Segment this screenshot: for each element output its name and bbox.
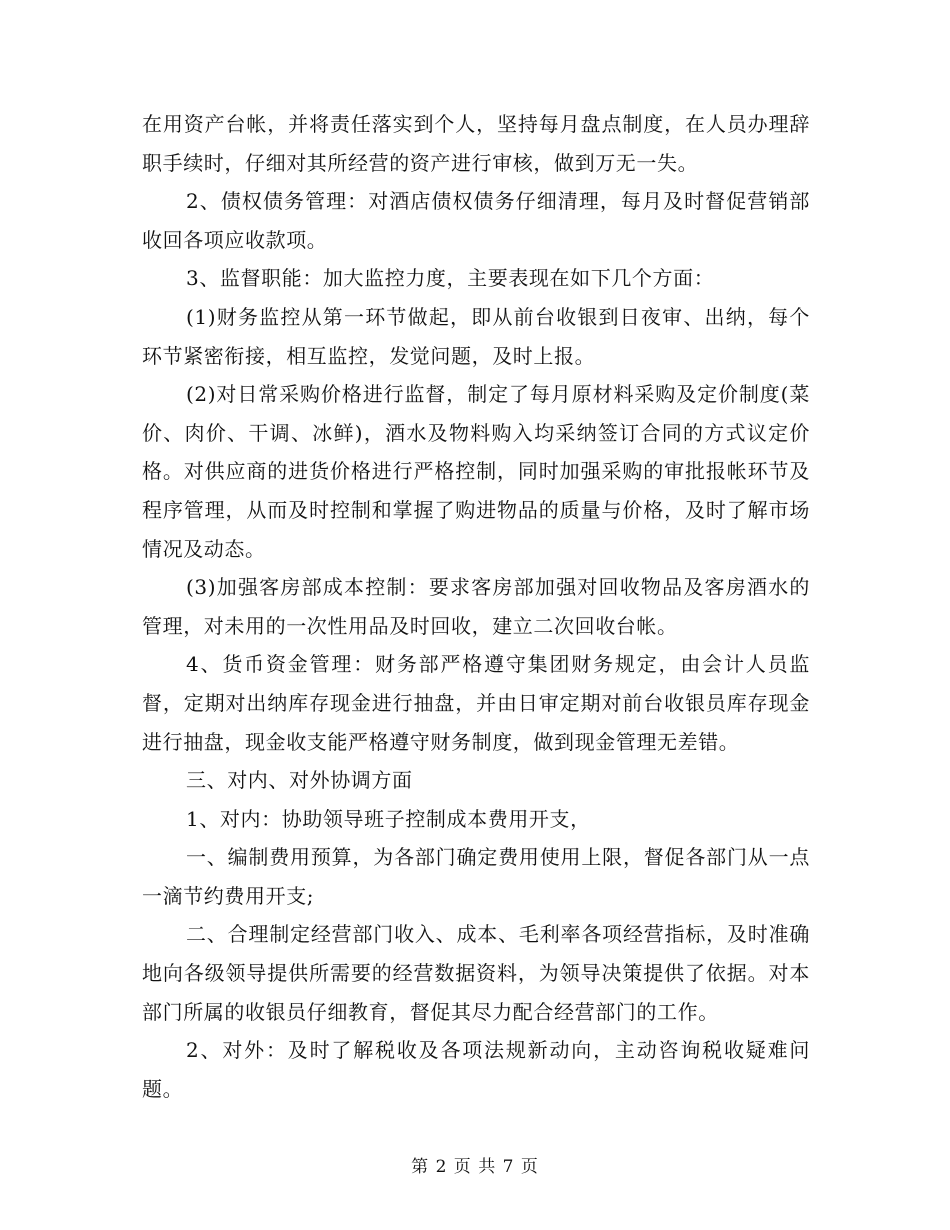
paragraph-4: (1)财务监控从第一环节做起，即从前台收银到日夜审、出纳，每个环节紧密衔接，相互监控，发觉问题，及时上报。: [142, 304, 810, 368]
paragraph-2: 2、债权债务管理：对酒店债权债务仔细清理，每月及时督促营销部收回各项应收款项。: [142, 189, 810, 252]
paragraph-7: 4、货币资金管理：财务部严格遵守集团财务规定，由会计人员监督，定期对出纳库存现金进行抽盘，并由日审定期对前台收银员库存现金进行抽盘，现金收支能严格遵守财务制度，做到现金管理无差错。: [142, 652, 810, 754]
paragraph-12: 2、对外：及时了解税收及各项法规新动向，主动咨询税收疑难问题。: [142, 1038, 810, 1101]
paragraph-9: 1、对内：协助领导班子控制成本费用开支，: [186, 806, 591, 831]
page-number-footer: 第 2 页 共 7 页: [411, 1157, 539, 1177]
paragraph-5: (2)对日常采购价格进行监督，制定了每月原材料采购及定价制度(菜价、肉价、干调、冰鲜)，酒水及物料购入均采纳签订合同的方式议定价格。对供应商的进货价格进行严格控制，同时加强采购的审批报帐环节及程序管理，从而及时控制和掌握了购进物品的质量与价格，及时了解市场情况及动态。: [142, 382, 810, 561]
paragraph-1: 在用资产台帐，并将责任落实到个人，坚持每月盘点制度，在人员办理辞职手续时，仔细对其所经营的资产进行审核，做到万无一失。: [142, 112, 810, 175]
paragraph-3: 3、监督职能：加大监控力度，主要表现在如下几个方面：: [186, 266, 715, 291]
paragraph-10: 一、编制费用预算，为各部门确定费用使用上限，督促各部门从一点一滴节约费用开支;: [142, 845, 810, 908]
paragraph-11: 二、合理制定经营部门收入、成本、毛利率各项经营指标，及时准确地向各级领导提供所需要的经营数据资料，为领导决策提供了依据。对本部门所属的收银员仔细教育，督促其尽力配合经营部门的工作。: [142, 922, 810, 1024]
paragraph-6: (3)加强客房部成本控制：要求客房部加强对回收物品及客房酒水的管理，对未用的一次性用品及时回收，建立二次回收台帐。: [142, 575, 810, 638]
document-body: [142, 105, 810, 1108]
section-heading: 三、对内、对外协调方面: [186, 768, 413, 793]
